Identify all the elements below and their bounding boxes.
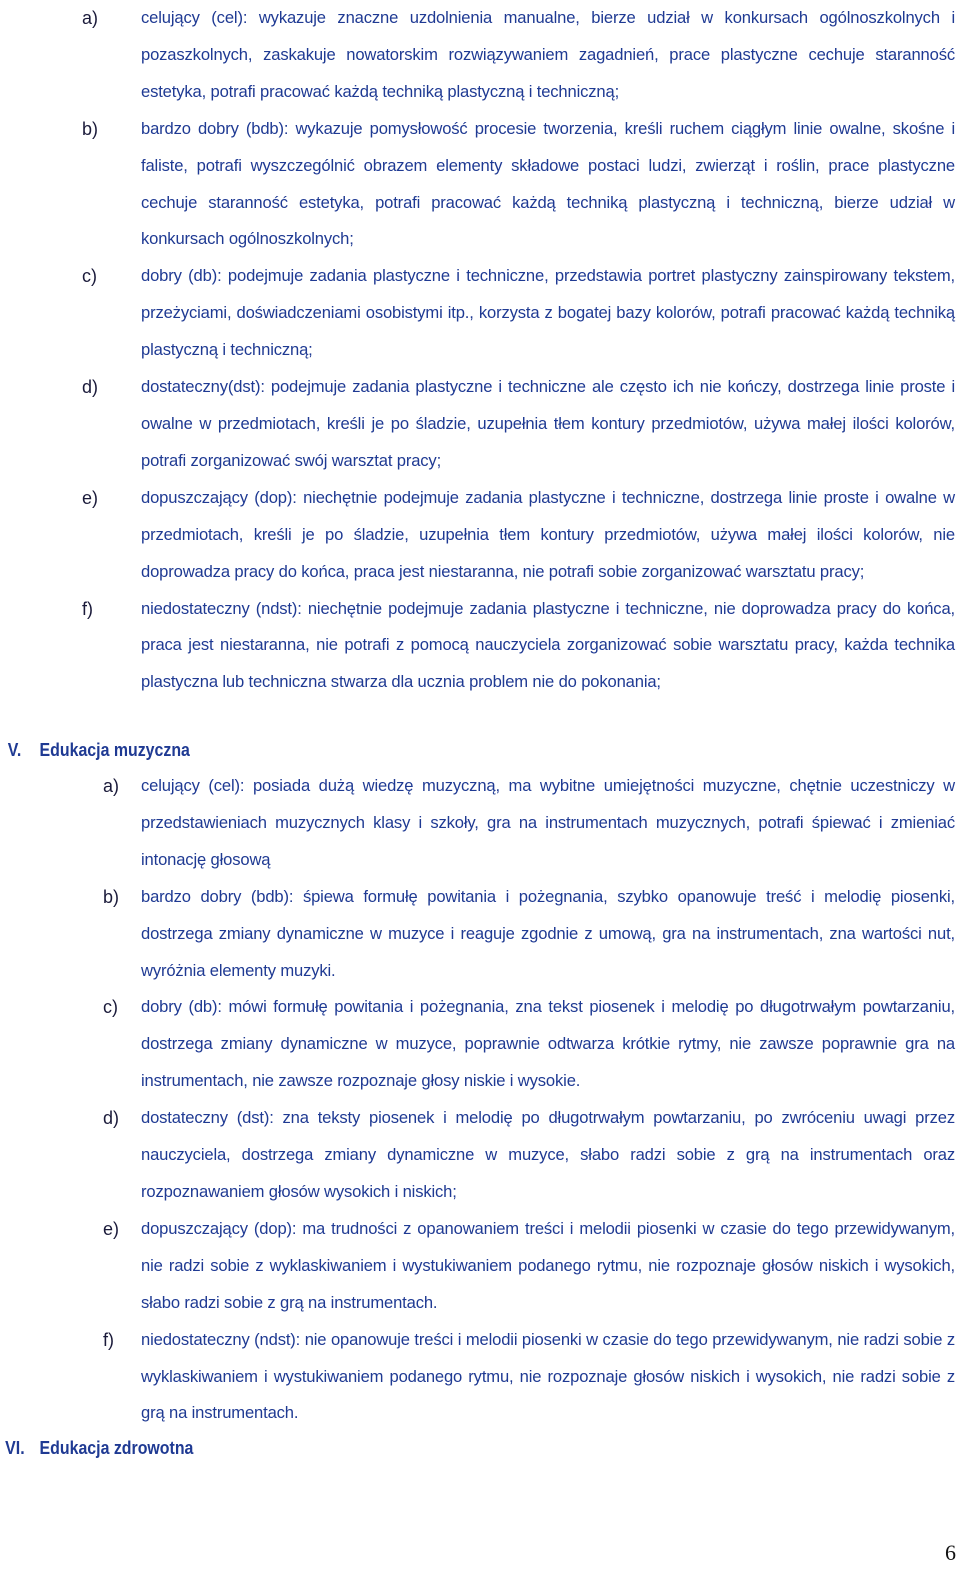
list-item-text: dopuszczający (dop): ma trudności z opanowaniem treści i melodii piosenki w czasie do tego przewidywanym, nie radzi sobie z wyklaskiwaniem i wystukiwaniem podanego rytmu, nie rozpoznaje głosów niskich i wysokich, słabo radzi sobie z grą na instrumentach. (141, 1218, 955, 1312)
music-grading-list (0, 768, 960, 1432)
list-item-text: bardzo dobry (bdb): śpiewa formułę powitania i pożegnania, szybko opanowuje treść i melodię piosenki, dostrzega zmiany dynamiczne w muzyce i reaguje zgodnie z umową, gra na instrumentach, zna wartości nut, wyróżnia elementy muzyki. (141, 886, 955, 980)
section-title: Edukacja zdrowotna (39, 1437, 194, 1458)
list-marker: f) (82, 598, 93, 619)
list-item-text: niedostateczny (ndst): niechętnie podejmuje zadania plastyczne i techniczne, nie doprowadza pracy do końca, praca jest niestaranna, nie potrafi z pomocą nauczyciela zorganizować sobie warsztatu pracy, każda technika plastyczna lub techniczna stwarza dla ucznia problem nie do pokonania; (141, 598, 955, 692)
list-item (0, 0, 960, 111)
section-heading-music (0, 732, 826, 769)
section-number: V. (7, 739, 22, 760)
list-item (0, 1322, 960, 1433)
list-item (0, 258, 960, 369)
list-marker: c) (103, 997, 118, 1018)
page-number: 6 (945, 1540, 956, 1565)
list-item-text: niedostateczny (ndst): nie opanowuje treści i melodii piosenki w czasie do tego przewidywanym, nie radzi sobie z wyklaskiwaniem i wystukiwaniem podanego rytmu, nie rozpoznaje głosów niskich i wysokich, nie radzi sobie z grą na instrumentach. (141, 1329, 955, 1423)
section-number: VI. (5, 1437, 25, 1458)
list-item (0, 989, 960, 1100)
list-item (0, 1211, 960, 1322)
list-item-text: dostateczny (dst): zna teksty piosenek i melodię po długotrwałym powtarzaniu, po zwróceniu uwagi przez nauczyciela, dostrzega zmiany dynamiczne w muzyce, słabo radzi sobie z grą na instrumentach oraz rozpoznawaniem głosów wysokich i niskich; (141, 1108, 955, 1201)
list-marker: d) (103, 1108, 120, 1129)
list-marker: a) (82, 8, 99, 28)
list-item (0, 111, 960, 259)
list-item (0, 591, 960, 702)
list-item-text: dopuszczający (dop): niechętnie podejmuje zadania plastyczne i techniczne, dostrzega linie proste i owalne w przedmiotach, kreśli je po śladzie, uzupełnia tłem kontury przedmiotów, używa małej ilości kolorów, nie doprowadza pracy do końca, praca jest niestaranna, nie potrafi sobie zorganizować warsztatu pracy; (141, 487, 955, 581)
art-grading-list (0, 0, 960, 701)
list-item-text: celujący (cel): wykazuje znaczne uzdolnienia manualne, bierze udział w konkursach ogólnoszkolnych i pozaszkolnych, zaskakuje nowatorskim rozwiązywaniem zagadnień, prace plastyczne cechuje staranność estetyka, potrafi pracować każdą techniką plastyczną i techniczną; (141, 8, 955, 101)
list-marker: d) (82, 377, 99, 398)
list-item (0, 768, 960, 879)
list-item-text: celujący (cel): posiada dużą wiedzę muzyczną, ma wybitne umiejętności muzyczne, chętnie uczestniczy w przedstawieniach muzycznych klasy i szkoły, gra na instrumentach muzycznych, potrafi śpiewać i zmieniać intonację głosową (141, 776, 955, 869)
list-item-text: dobry (db): podejmuje zadania plastyczne i techniczne, przedstawia portret plastyczny zainspirowany tekstem, przeżyciami, doświadczeniami osobistymi itp., korzysta z bogatej bazy kolorów, potrafi pracować każdą techniką plastyczną i techniczną; (141, 266, 955, 360)
list-marker: c) (82, 266, 97, 287)
list-item (0, 480, 960, 591)
list-item-text: dobry (db): mówi formułę powitania i pożegnania, zna tekst piosenek i melodię po długotrwałym powtarzaniu, dostrzega zmiany dynamiczne w muzyce, poprawnie odtwarza krótkie rytmy, nie zawsze poprawnie gra na instrumentach, nie zawsze rozpoznaje głosy niskie i wysokie. (141, 997, 955, 1091)
list-marker: e) (82, 487, 99, 508)
list-marker: b) (103, 886, 120, 907)
list-item (0, 369, 960, 480)
list-marker: f) (103, 1329, 114, 1350)
list-marker: b) (82, 118, 99, 139)
list-item-text: dostateczny(dst): podejmuje zadania plastyczne i techniczne ale często ich nie kończy, dostrzega linie proste i owalne w przedmiotach, kreśli je po śladzie, uzupełnia tłem kontury przedmiotów, używa małej ilości kolorów, potrafi zorganizować swój warsztat pracy; (141, 377, 955, 470)
list-marker: e) (103, 1218, 120, 1239)
list-item (0, 879, 960, 990)
section-heading-health (0, 1430, 826, 1467)
list-marker: a) (103, 776, 120, 796)
list-item-text: bardzo dobry (bdb): wykazuje pomysłowość procesie tworzenia, kreśli ruchem ciągłym linie owalne, skośne i faliste, potrafi wyszczególnić obrazem elementy składowe postaci ludzi, zwierząt i roślin, prace plastyczne cechuje staranność estetyka, potrafi pracować każdą techniką plastyczną i techniczną, bierze udział w konkursach ogólnoszkolnych; (141, 118, 955, 249)
section-title: Edukacja muzyczna (39, 739, 190, 760)
list-item (0, 1100, 960, 1211)
